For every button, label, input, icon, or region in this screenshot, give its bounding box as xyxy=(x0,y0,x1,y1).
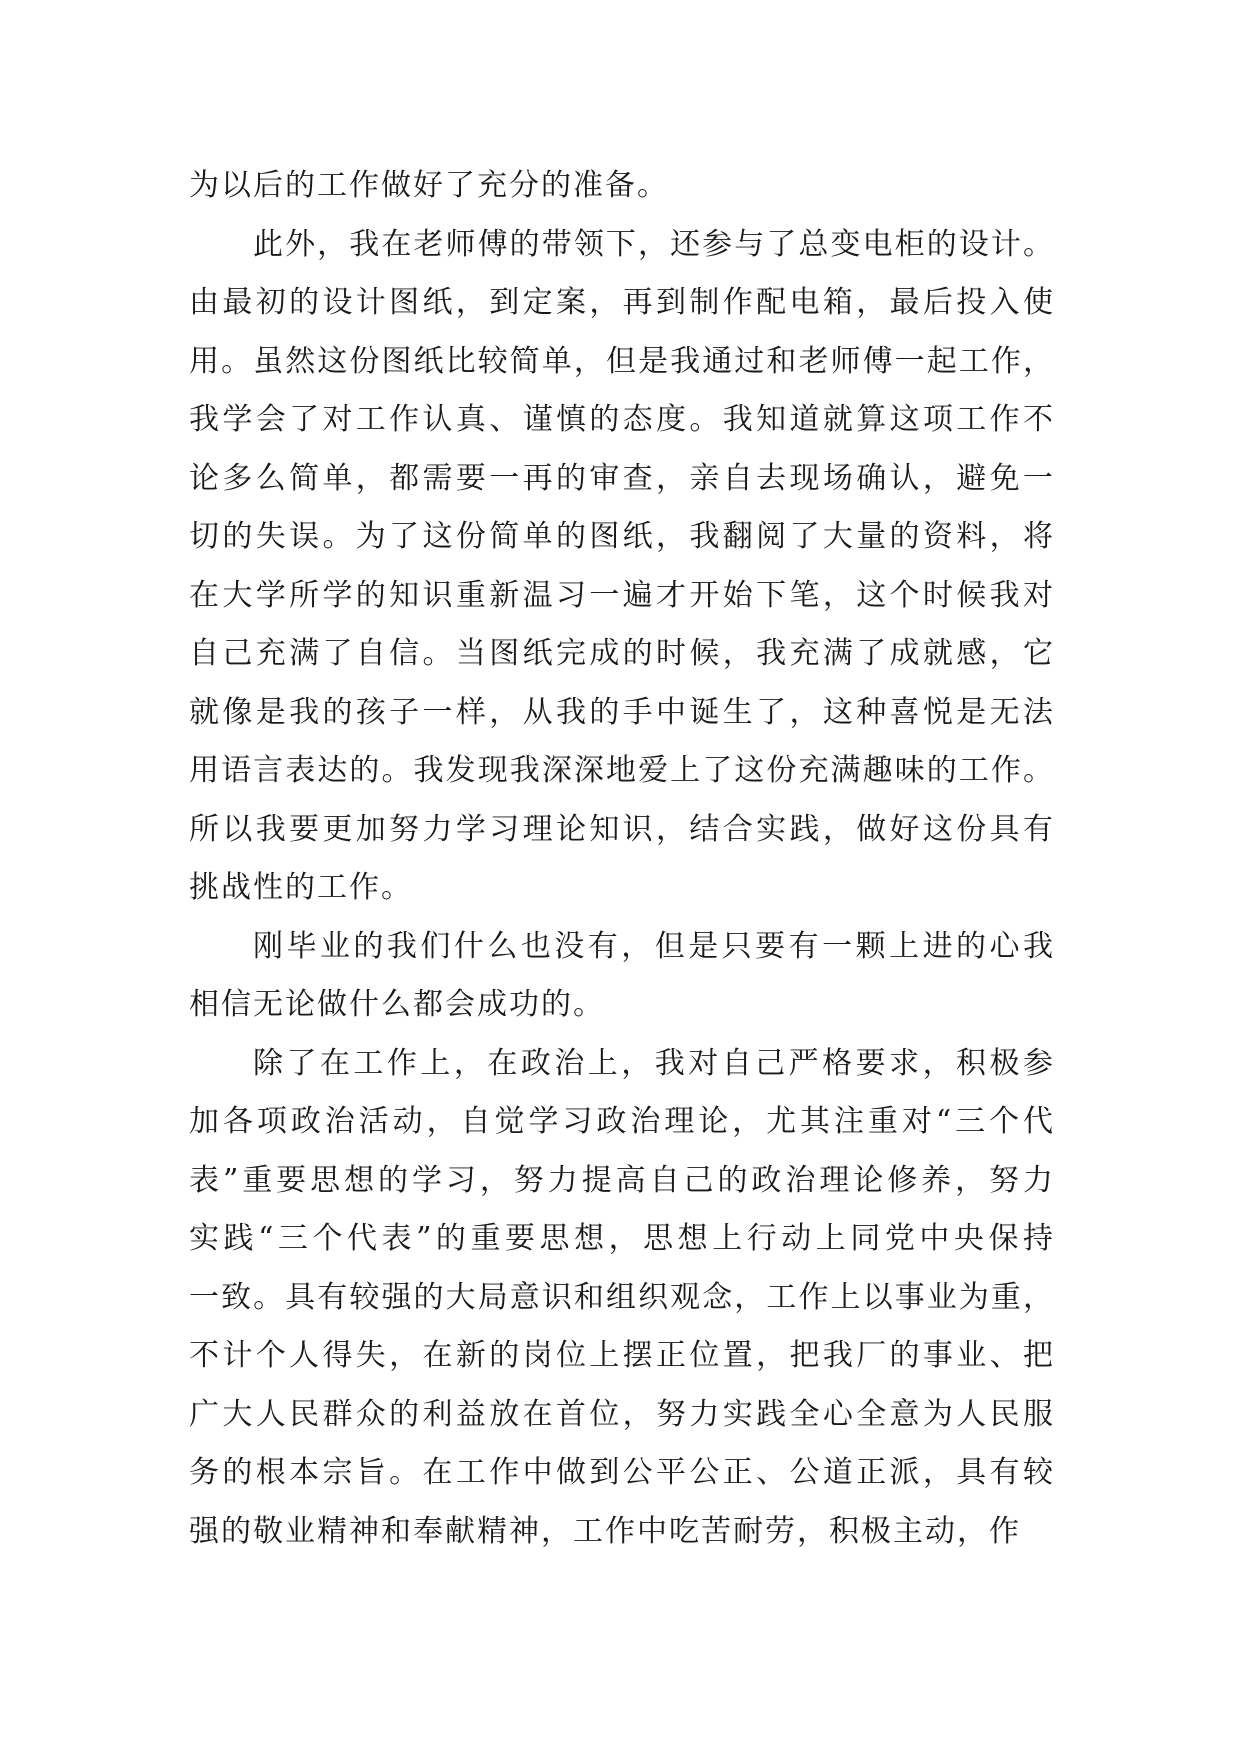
text-line: 自己充满了自信。当图纸完成的时候，我充满了成就感，它 xyxy=(189,636,1055,671)
text-line: 表”重要思想的学习，努力提高自己的政治理论修养，努力 xyxy=(189,1162,1055,1198)
text-line: 广大人民群众的利益放在首位，努力实践全心全意为人民服 xyxy=(189,1396,1055,1432)
text-line: 用。虽然这份图纸比较简单，但是我通过和老师傅一起工作， xyxy=(189,343,1055,379)
text-line: 我学会了对工作认真、谨慎的态度。我知道就算这项工作不 xyxy=(189,402,1055,437)
text-line: 用语言表达的。我发现我深深地爱上了这份充满趣味的工作。 xyxy=(189,753,1055,788)
text-line: 挑战性的工作。 xyxy=(189,870,413,905)
paragraph xyxy=(189,216,1055,918)
text-line: 论多么简单，都需要一再的审查，亲自去现场确认，避免一 xyxy=(189,460,1055,496)
text-line: 务的根本宗旨。在工作中做到公平公正、公道正派，具有较 xyxy=(189,1455,1055,1490)
text-line: 不计个人得失，在新的岗位上摆正位置，把我厂的事业、把 xyxy=(189,1338,1055,1373)
text-line: 切的失误。为了这份简单的图纸，我翻阅了大量的资料，将 xyxy=(189,519,1055,554)
paragraph xyxy=(189,918,1055,1035)
text-line: 除了在工作上，在政治上，我对自己严格要求，积极参 xyxy=(253,1045,1055,1081)
text-line: 强的敬业精神和奉献精神，工作中吃苦耐劳，积极主动，作 xyxy=(189,1513,1021,1549)
text-line: 此外，我在老师傅的带领下，还参与了总变电柜的设计。 xyxy=(253,226,1055,262)
text-line: 相信无论做什么都会成功的。 xyxy=(189,987,605,1022)
text-line: 加各项政治活动，自觉学习政治理论，尤其注重对“三个代 xyxy=(189,1104,1055,1139)
text-line: 实践“三个代表”的重要思想，思想上行动上同党中央保持 xyxy=(189,1221,1055,1256)
text-line: 在大学所学的知识重新温习一遍才开始下笔，这个时候我对 xyxy=(189,577,1055,613)
paragraph xyxy=(189,1035,1055,1562)
text-line: 就像是我的孩子一样，从我的手中诞生了，这种喜悦是无法 xyxy=(189,694,1055,730)
text-line: 由最初的设计图纸，到定案，再到制作配电箱，最后投入使 xyxy=(189,285,1055,320)
document-body xyxy=(189,157,1055,1561)
text-line: 所以我要更加努力学习理论知识，结合实践，做好这份具有 xyxy=(189,811,1055,847)
text-line: 为以后的工作做好了充分的准备。 xyxy=(189,168,669,203)
paragraph xyxy=(189,157,1055,216)
text-line: 一致。具有较强的大局意识和组织观念，工作上以事业为重， xyxy=(189,1279,1055,1315)
text-line: 刚毕业的我们什么也没有，但是只要有一颗上进的心我 xyxy=(253,928,1055,964)
